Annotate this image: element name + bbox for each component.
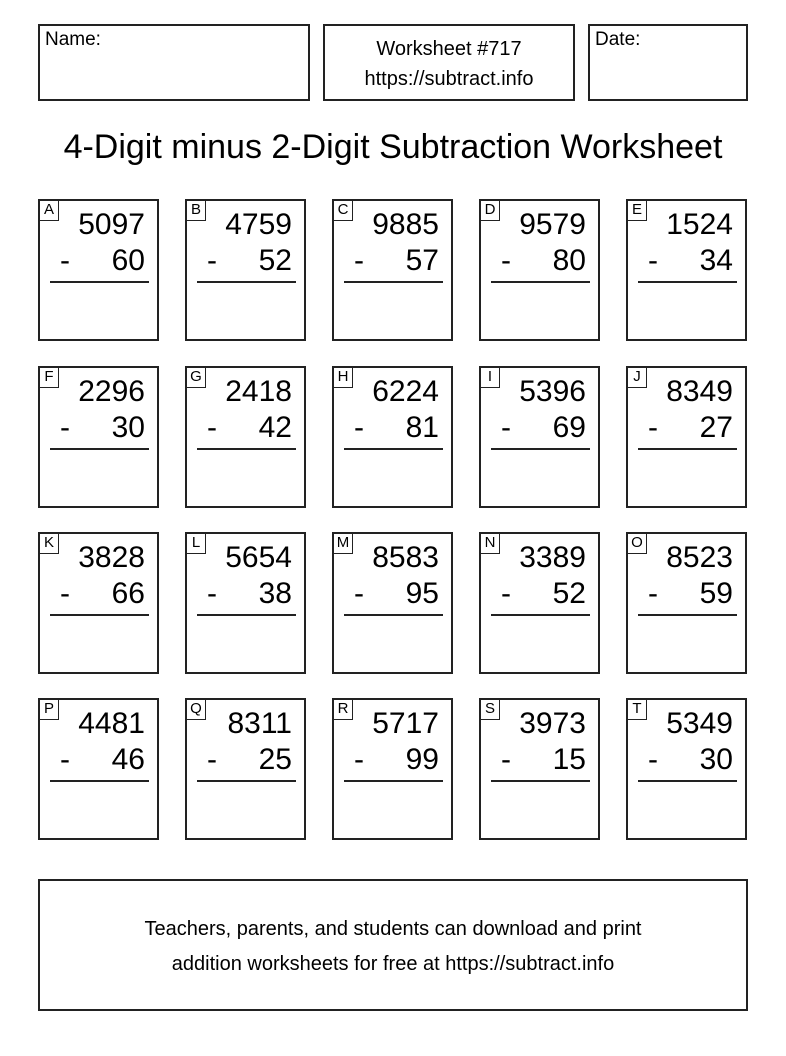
subtrahend: 30	[111, 411, 145, 444]
answer-line	[50, 281, 149, 283]
problem-letter: S	[480, 699, 500, 720]
subtrahend: 59	[699, 577, 733, 610]
answer-line	[344, 780, 443, 782]
minus-sign: -	[207, 577, 217, 610]
problem-k[interactable]	[38, 532, 159, 674]
subtrahend: 15	[552, 743, 586, 776]
answer-line	[50, 780, 149, 782]
minus-sign: -	[60, 577, 70, 610]
subtrahend: 60	[111, 244, 145, 277]
minus-sign: -	[354, 577, 364, 610]
problem-letter: J	[627, 367, 647, 388]
problem-j[interactable]	[626, 366, 747, 508]
answer-line	[344, 448, 443, 450]
minuend: 5349	[666, 707, 733, 740]
minuend: 5717	[372, 707, 439, 740]
minuend: 8349	[666, 375, 733, 408]
minuend: 5654	[225, 541, 292, 574]
answer-line	[638, 448, 737, 450]
subtrahend: 27	[699, 411, 733, 444]
minus-sign: -	[501, 743, 511, 776]
minuend: 9579	[519, 208, 586, 241]
answer-line	[491, 448, 590, 450]
problem-p[interactable]	[38, 698, 159, 840]
minuend: 2418	[225, 375, 292, 408]
problem-c[interactable]	[332, 199, 453, 341]
problem-o[interactable]	[626, 532, 747, 674]
minuend: 5097	[78, 208, 145, 241]
answer-line	[491, 281, 590, 283]
footer-line-2: addition worksheets for free at https://subtract.info	[171, 953, 615, 975]
problem-letter: B	[186, 200, 206, 221]
problem-letter: R	[333, 699, 353, 720]
minuend: 4481	[78, 707, 145, 740]
problem-letter: P	[39, 699, 59, 720]
problem-letter: F	[39, 367, 59, 388]
subtrahend: 52	[552, 577, 586, 610]
problem-b[interactable]	[185, 199, 306, 341]
minuend: 8583	[372, 541, 439, 574]
subtrahend: 57	[405, 244, 439, 277]
minus-sign: -	[207, 411, 217, 444]
answer-line	[638, 614, 737, 616]
answer-line	[344, 614, 443, 616]
minus-sign: -	[648, 577, 658, 610]
minus-sign: -	[207, 244, 217, 277]
minuend: 1524	[666, 208, 733, 241]
subtrahend: 80	[552, 244, 586, 277]
problem-letter: M	[333, 533, 353, 554]
subtrahend: 46	[111, 743, 145, 776]
problem-letter: A	[39, 200, 59, 221]
problem-r[interactable]	[332, 698, 453, 840]
minuend: 3973	[519, 707, 586, 740]
subtrahend: 38	[258, 577, 292, 610]
problem-m[interactable]	[332, 532, 453, 674]
worksheet-url: https://subtract.info	[364, 68, 534, 90]
date-field-box[interactable]	[588, 24, 748, 101]
problem-e[interactable]	[626, 199, 747, 341]
minus-sign: -	[207, 743, 217, 776]
problem-q[interactable]	[185, 698, 306, 840]
subtrahend: 25	[258, 743, 292, 776]
problem-l[interactable]	[185, 532, 306, 674]
subtrahend: 52	[258, 244, 292, 277]
problem-letter: Q	[186, 699, 206, 720]
answer-line	[197, 448, 296, 450]
minus-sign: -	[60, 743, 70, 776]
minuend: 3389	[519, 541, 586, 574]
subtrahend: 99	[405, 743, 439, 776]
worksheet-info-box	[323, 24, 575, 101]
problem-letter: D	[480, 200, 500, 221]
minus-sign: -	[501, 577, 511, 610]
subtrahend: 34	[699, 244, 733, 277]
problem-letter: E	[627, 200, 647, 221]
minus-sign: -	[354, 411, 364, 444]
answer-line	[491, 780, 590, 782]
date-label: Date:	[595, 29, 641, 50]
problem-s[interactable]	[479, 698, 600, 840]
footer-box	[38, 879, 748, 1011]
problem-letter: C	[333, 200, 353, 221]
minuend: 4759	[225, 208, 292, 241]
footer-line-1: Teachers, parents, and students can download and print	[144, 918, 642, 940]
name-field-box[interactable]	[38, 24, 310, 101]
minus-sign: -	[354, 743, 364, 776]
problem-letter: I	[480, 367, 500, 388]
answer-line	[50, 448, 149, 450]
subtrahend: 69	[552, 411, 586, 444]
answer-line	[197, 780, 296, 782]
subtrahend: 42	[258, 411, 292, 444]
minus-sign: -	[60, 244, 70, 277]
answer-line	[491, 614, 590, 616]
problem-d[interactable]	[479, 199, 600, 341]
minus-sign: -	[648, 411, 658, 444]
minus-sign: -	[501, 244, 511, 277]
minuend: 5396	[519, 375, 586, 408]
answer-line	[197, 281, 296, 283]
answer-line	[344, 281, 443, 283]
subtrahend: 66	[111, 577, 145, 610]
problem-letter: G	[186, 367, 206, 388]
minuend: 6224	[372, 375, 439, 408]
answer-line	[638, 281, 737, 283]
problem-n[interactable]	[479, 532, 600, 674]
name-label: Name:	[45, 29, 101, 50]
minuend: 3828	[78, 541, 145, 574]
problem-letter: H	[333, 367, 353, 388]
problem-letter: N	[480, 533, 500, 554]
answer-line	[197, 614, 296, 616]
problem-letter: T	[627, 699, 647, 720]
problem-a[interactable]	[38, 199, 159, 341]
minuend: 9885	[372, 208, 439, 241]
minus-sign: -	[648, 244, 658, 277]
problem-letter: L	[186, 533, 206, 554]
page-title: 4-Digit minus 2-Digit Subtraction Worksheet	[63, 128, 723, 166]
minus-sign: -	[60, 411, 70, 444]
minuend: 8311	[227, 707, 292, 740]
problem-g[interactable]	[185, 366, 306, 508]
minus-sign: -	[648, 743, 658, 776]
problem-letter: K	[39, 533, 59, 554]
problem-t[interactable]	[626, 698, 747, 840]
answer-line	[50, 614, 149, 616]
subtrahend: 81	[405, 411, 439, 444]
problem-h[interactable]	[332, 366, 453, 508]
minuend: 8523	[666, 541, 733, 574]
answer-line	[638, 780, 737, 782]
subtrahend: 30	[699, 743, 733, 776]
minuend: 2296	[78, 375, 145, 408]
minus-sign: -	[354, 244, 364, 277]
problem-i[interactable]	[479, 366, 600, 508]
problem-f[interactable]	[38, 366, 159, 508]
minus-sign: -	[501, 411, 511, 444]
worksheet-number: Worksheet #717	[376, 38, 522, 60]
problem-letter: O	[627, 533, 647, 554]
subtrahend: 95	[405, 577, 439, 610]
